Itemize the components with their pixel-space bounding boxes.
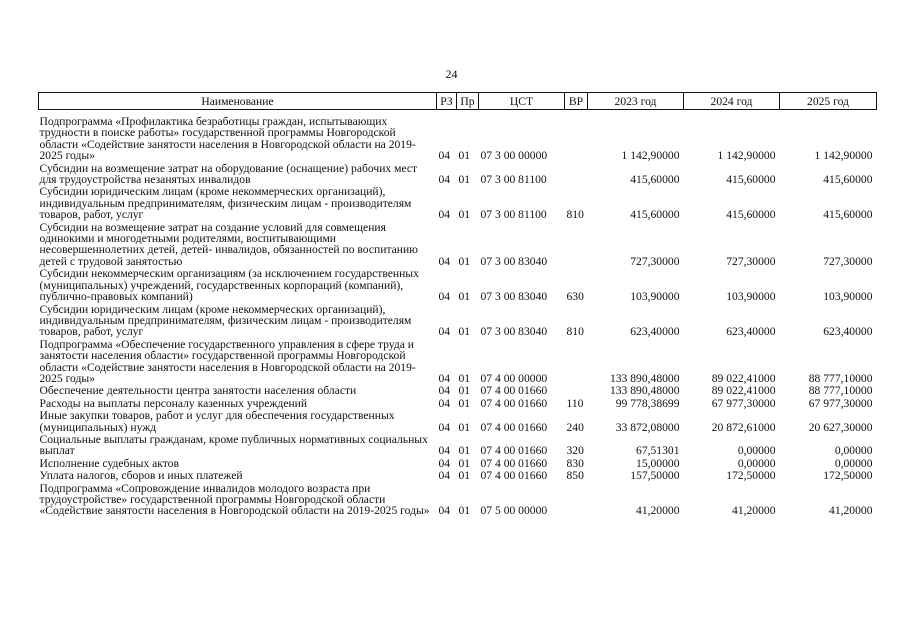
table-row — [39, 185, 877, 220]
row-vr: 110 — [566, 396, 584, 410]
row-2024: 1 142,90000 — [717, 149, 776, 163]
table-row — [39, 409, 877, 433]
row-pr: 01 — [458, 444, 471, 458]
table-row — [39, 338, 877, 385]
header-vr: ВР — [565, 93, 588, 110]
row-2025: 415,60000 — [823, 208, 873, 222]
header-2023: 2023 год — [588, 93, 684, 110]
table-row — [39, 482, 877, 517]
row-vr: 830 — [566, 456, 584, 470]
row-pr: 01 — [458, 469, 471, 483]
row-2024: 89 022,41000 — [711, 384, 776, 398]
row-cst: 07 3 00 81100 — [480, 173, 547, 187]
row-pr: 01 — [458, 396, 471, 410]
table-row — [39, 469, 877, 481]
row-2023: 33 872,08000 — [615, 420, 680, 434]
row-2025: 0,00000 — [834, 456, 873, 470]
row-2024: 103,90000 — [726, 290, 776, 304]
row-name: Субсидии некоммерческим организациям (за исключением государственных (муниципальных) учреждений, государственных корпораций (компаний), публично-правовых компаний) — [39, 267, 419, 304]
row-pr: 01 — [458, 420, 471, 434]
row-cst: 07 3 00 83040 — [480, 290, 548, 304]
row-cst: 07 3 00 83040 — [480, 254, 548, 268]
row-cst: 07 3 00 81100 — [480, 208, 547, 222]
header-2024: 2024 год — [684, 93, 780, 110]
row-2024: 0,00000 — [737, 456, 776, 470]
row-vr: 240 — [566, 420, 584, 434]
row-name: Субсидии юридическим лицам (кроме некоммерческих организаций), индивидуальным предпринимателям, физическим лицам - производителям товаров, работ, услуг — [39, 302, 412, 339]
table-row — [39, 397, 877, 409]
row-cst: 07 3 00 00000 — [480, 149, 548, 163]
row-2025: 172,50000 — [823, 469, 873, 483]
row-2023: 99 778,38699 — [615, 396, 680, 410]
row-rz: 04 — [438, 254, 451, 268]
row-vr — [565, 482, 588, 517]
row-2023: 15,00000 — [636, 456, 680, 470]
table-row — [39, 267, 877, 302]
row-pr: 01 — [458, 208, 471, 222]
row-2025: 1 142,90000 — [814, 149, 873, 163]
row-2023: 415,60000 — [630, 208, 680, 222]
row-pr: 01 — [458, 504, 471, 518]
row-rz: 04 — [438, 444, 451, 458]
row-2024: 172,50000 — [726, 469, 776, 483]
row-2024: 415,60000 — [726, 173, 776, 187]
row-rz: 04 — [438, 290, 451, 304]
row-rz: 04 — [438, 396, 451, 410]
row-cst: 07 4 00 00000 — [480, 371, 548, 385]
row-cst: 07 4 00 01660 — [480, 420, 548, 434]
row-pr: 01 — [458, 290, 471, 304]
row-2025: 0,00000 — [834, 444, 873, 458]
row-cst: 07 4 00 01660 — [480, 456, 548, 470]
row-2025: 67 977,30000 — [808, 396, 873, 410]
row-2025: 88 777,10000 — [808, 371, 873, 385]
page-number: 24 — [445, 67, 458, 81]
row-2023: 133 890,48000 — [609, 371, 680, 385]
row-2025: 20 627,30000 — [808, 420, 873, 434]
row-2023: 41,20000 — [636, 504, 680, 518]
row-cst: 07 5 00 00000 — [480, 504, 548, 518]
row-rz: 04 — [438, 384, 451, 398]
row-vr — [565, 221, 588, 268]
row-2023: 1 142,90000 — [621, 149, 680, 163]
header-rz: РЗ — [437, 93, 457, 110]
row-rz: 04 — [438, 456, 451, 470]
row-2023: 133 890,48000 — [609, 384, 680, 398]
row-2023: 67,51301 — [636, 444, 680, 458]
row-pr: 01 — [458, 384, 471, 398]
row-rz: 04 — [438, 208, 451, 222]
row-pr: 01 — [458, 371, 471, 385]
table-row — [39, 221, 877, 268]
row-vr — [565, 384, 588, 396]
row-2023: 103,90000 — [630, 290, 680, 304]
row-name: Расходы на выплаты персоналу казенных учреждений — [39, 396, 308, 410]
row-rz: 04 — [438, 149, 451, 163]
row-name: Социальные выплаты гражданам, кроме публичных нормативных социальных выплат — [39, 432, 428, 458]
row-cst: 07 4 00 01660 — [480, 384, 548, 398]
row-rz: 04 — [438, 420, 451, 434]
row-vr: 320 — [566, 444, 584, 458]
row-rz: 04 — [438, 371, 451, 385]
table-row — [39, 384, 877, 396]
row-2025: 88 777,10000 — [808, 384, 873, 398]
header-name: Наименование — [39, 93, 437, 110]
row-2024: 67 977,30000 — [711, 396, 776, 410]
header-pr: Пр — [457, 93, 479, 110]
row-rz: 04 — [438, 504, 451, 518]
row-rz: 04 — [438, 469, 451, 483]
row-2024: 623,40000 — [726, 325, 776, 339]
row-pr: 01 — [458, 456, 471, 470]
row-pr: 01 — [458, 149, 471, 163]
row-2024: 89 022,41000 — [711, 371, 776, 385]
row-pr: 01 — [458, 325, 471, 339]
row-name: Обеспечение деятельности центра занятости населения области — [39, 384, 357, 398]
row-2025: 623,40000 — [823, 325, 873, 339]
row-cst: 07 3 00 83040 — [480, 325, 548, 339]
table-row — [39, 433, 877, 457]
row-name: Субсидии на возмещение затрат на создание условий для совмещения одинокими и многодетными родителями, воспитывающими несовершеннолетних детей, детей- инвалидов, обязанностей по воспитанию детей с трудовой занятостью — [39, 220, 418, 268]
row-2024: 20 872,61000 — [711, 420, 776, 434]
row-vr — [565, 338, 588, 385]
row-2025: 415,60000 — [823, 173, 873, 187]
row-vr: 850 — [566, 469, 584, 483]
row-cst: 07 4 00 01660 — [480, 469, 548, 483]
row-2023: 157,50000 — [630, 469, 680, 483]
table-header-row — [39, 93, 877, 110]
table-row — [39, 110, 877, 162]
table-row — [39, 162, 877, 186]
row-2025: 727,30000 — [823, 254, 873, 268]
row-name: Исполнение судебных актов — [39, 456, 179, 470]
row-2024: 727,30000 — [726, 254, 776, 268]
row-cst: 07 4 00 01660 — [480, 444, 548, 458]
row-2025: 41,20000 — [829, 504, 873, 518]
header-cst: ЦСТ — [479, 93, 565, 110]
row-name: Подпрограмма «Сопровождение инвалидов молодого возраста при трудоустройстве» государственной программы Новгородской области «Содействие занятости населения в Новгородской области на 2019-2025 годы» — [39, 481, 430, 518]
row-2024: 41,20000 — [732, 504, 776, 518]
row-2024: 415,60000 — [726, 208, 776, 222]
table-row — [39, 303, 877, 338]
row-name: Субсидии на возмещение затрат на оборудование (оснащение) рабочих мест для трудоустройства незанятых инвалидов — [39, 161, 418, 187]
row-2024: 0,00000 — [737, 444, 776, 458]
row-2023: 623,40000 — [630, 325, 680, 339]
row-vr: 630 — [566, 290, 584, 304]
row-name: Иные закупки товаров, работ и услуг для обеспечения государственных (муниципальных) нужд — [39, 409, 395, 434]
row-2023: 727,30000 — [630, 254, 680, 268]
row-2023: 415,60000 — [630, 173, 680, 187]
row-name: Субсидии юридическим лицам (кроме некоммерческих организаций), индивидуальным предпринимателям, физическим лицам - производителям товаров, работ, услуг — [39, 185, 412, 222]
row-pr: 01 — [458, 254, 471, 268]
row-cst: 07 4 00 01660 — [480, 396, 548, 410]
row-pr: 01 — [458, 173, 471, 187]
table-row — [39, 457, 877, 469]
row-rz: 04 — [438, 173, 451, 187]
header-2025: 2025 год — [780, 93, 877, 110]
row-vr — [565, 162, 588, 186]
budget-table — [38, 92, 877, 517]
row-name: Подпрограмма «Обеспечение государственного управления в сфере труда и занятости населения области» государственной программы Новгородской области «Содействие занятости населения в Новгородской области на 2019-2025 годы» — [39, 337, 416, 385]
row-name: Подпрограмма «Профилактика безработицы граждан, испытывающих трудности в поиске работы» государственной программы Новгородской области «Содействие занятости населения в Новгородской области на 2019-2025 годы» — [39, 115, 416, 163]
row-rz: 04 — [438, 325, 451, 339]
row-vr: 810 — [566, 208, 584, 222]
row-vr: 810 — [566, 325, 584, 339]
row-2025: 103,90000 — [823, 290, 873, 304]
row-vr — [565, 110, 588, 162]
row-name: Уплата налогов, сборов и иных платежей — [39, 469, 243, 483]
